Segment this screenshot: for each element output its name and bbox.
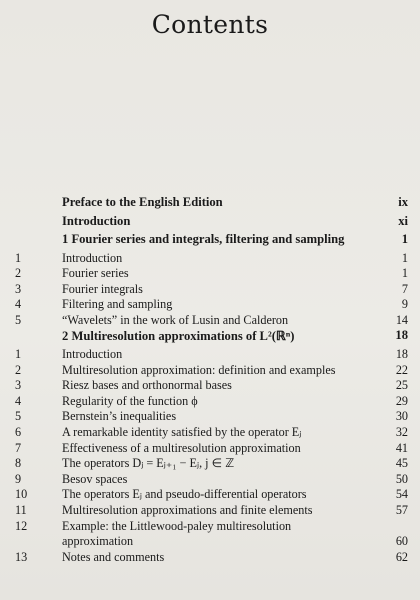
toc-entry-title: Bernstein’s inequalities [62,409,177,424]
toc-entry-number: 5 [15,409,22,424]
table-of-contents [0,195,420,565]
toc-entry-page: 18 [395,328,408,343]
toc-entry [0,409,420,425]
toc-entry-number: 7 [15,440,22,455]
toc-entry-title: The operators Eⱼ and pseudo-differential operators [62,487,307,502]
toc-entry-page: 1 [401,266,408,281]
toc-entry [0,195,420,214]
toc-entry-title: Notes and comments [62,549,165,564]
toc-entry-page: 9 [401,297,408,312]
toc-entry-page: xi [398,213,408,228]
toc-entry-page: 1 [401,232,408,246]
toc-entry-number: 4 [15,393,22,408]
toc-entry-title: Besov spaces [62,471,128,486]
toc-entry-number: 5 [15,312,22,327]
toc-entry-page: 54 [395,487,408,502]
toc-entry-page: 25 [395,378,408,393]
toc-entry-page: 18 [395,346,408,361]
toc-entry [0,251,420,267]
toc-entry-title: Example: the Littlewood-paley multiresolution approximation [62,518,292,548]
toc-entry-number: 11 [15,502,27,517]
toc-entry-page: 1 [401,250,408,265]
toc-entry [0,328,420,347]
toc-entry-number: 1 [15,250,22,265]
toc-entry-page: 29 [395,393,408,408]
toc-entry-title: Effectiveness of a multiresolution approximation [62,440,301,455]
toc-entry [0,472,420,488]
toc-entry [0,550,420,566]
toc-entry-page: ix [398,195,408,209]
toc-entry-title: Fourier integrals [62,281,143,296]
toc-entry-page: 62 [395,549,408,564]
toc-entry [0,266,420,282]
toc-entry-number: 12 [15,518,28,533]
toc-entry-number: 13 [15,549,28,564]
toc-entry [0,441,420,457]
toc-entry [0,456,420,472]
toc-entry [0,487,420,503]
toc-entry-number: 9 [15,471,22,486]
toc-entry-number: 6 [15,424,22,439]
toc-entry [0,313,420,329]
toc-entry-title: Regularity of the function ϕ [62,393,198,408]
toc-entry-title: Introduction [62,346,123,361]
toc-entry-page: 22 [395,362,408,377]
toc-entry-page: 41 [395,440,408,455]
toc-entry-page: 57 [395,502,408,517]
page-title: Contents [151,10,269,39]
toc-entry-page: 60 [395,534,408,549]
toc-entry-number: 3 [15,281,22,296]
toc-entry-number: 2 [15,362,22,377]
toc-entry-number: 8 [15,456,22,471]
toc-entry-number: 4 [15,297,22,312]
toc-entry-title: Preface to the English Edition [62,195,223,209]
toc-entry-title: Introduction [62,250,123,265]
toc-entry-page: 30 [395,409,408,424]
toc-entry-title: “Wavelets” in the work of Lusin and Calderon [62,312,289,327]
toc-entry [0,394,420,410]
toc-entry [0,214,420,233]
toc-entry [0,519,420,550]
toc-entry-title: Fourier series [62,266,129,281]
toc-entry-page: 45 [395,456,408,471]
toc-entry-title: A remarkable identity satisfied by the operator Eⱼ [62,424,302,439]
toc-entry [0,503,420,519]
toc-entry-title: Introduction [62,213,131,228]
toc-entry [0,425,420,441]
toc-entry-title: The operators Dⱼ = Eⱼ₊₁ − Eⱼ, j ∈ ℤ [62,456,235,471]
toc-entry [0,282,420,298]
toc-entry-title: 2 Multiresolution approximations of L²(ℝⁿ) [62,329,295,344]
toc-entry-title: Multiresolution approximation: definition and examples [62,362,336,377]
toc-entry-title: Riesz bases and orthonormal bases [62,378,232,393]
toc-entry-number: 3 [15,378,22,393]
toc-entry [0,232,420,251]
toc-entry-number: 10 [15,487,28,502]
toc-entry [0,297,420,313]
toc-entry-page: 50 [395,471,408,486]
toc-entry-page: 7 [401,281,408,296]
toc-entry-title: Multiresolution approximations and finite elements [62,502,313,517]
toc-entry [0,363,420,379]
toc-entry [0,347,420,363]
toc-entry-number: 1 [15,346,22,361]
toc-entry-number: 2 [15,266,22,281]
toc-entry-page: 14 [395,312,408,327]
toc-entry-title: Filtering and sampling [62,297,173,312]
toc-entry-page: 32 [395,424,408,439]
toc-entry [0,378,420,394]
toc-entry-title: 1 Fourier series and integrals, filtering and sampling [62,232,345,246]
